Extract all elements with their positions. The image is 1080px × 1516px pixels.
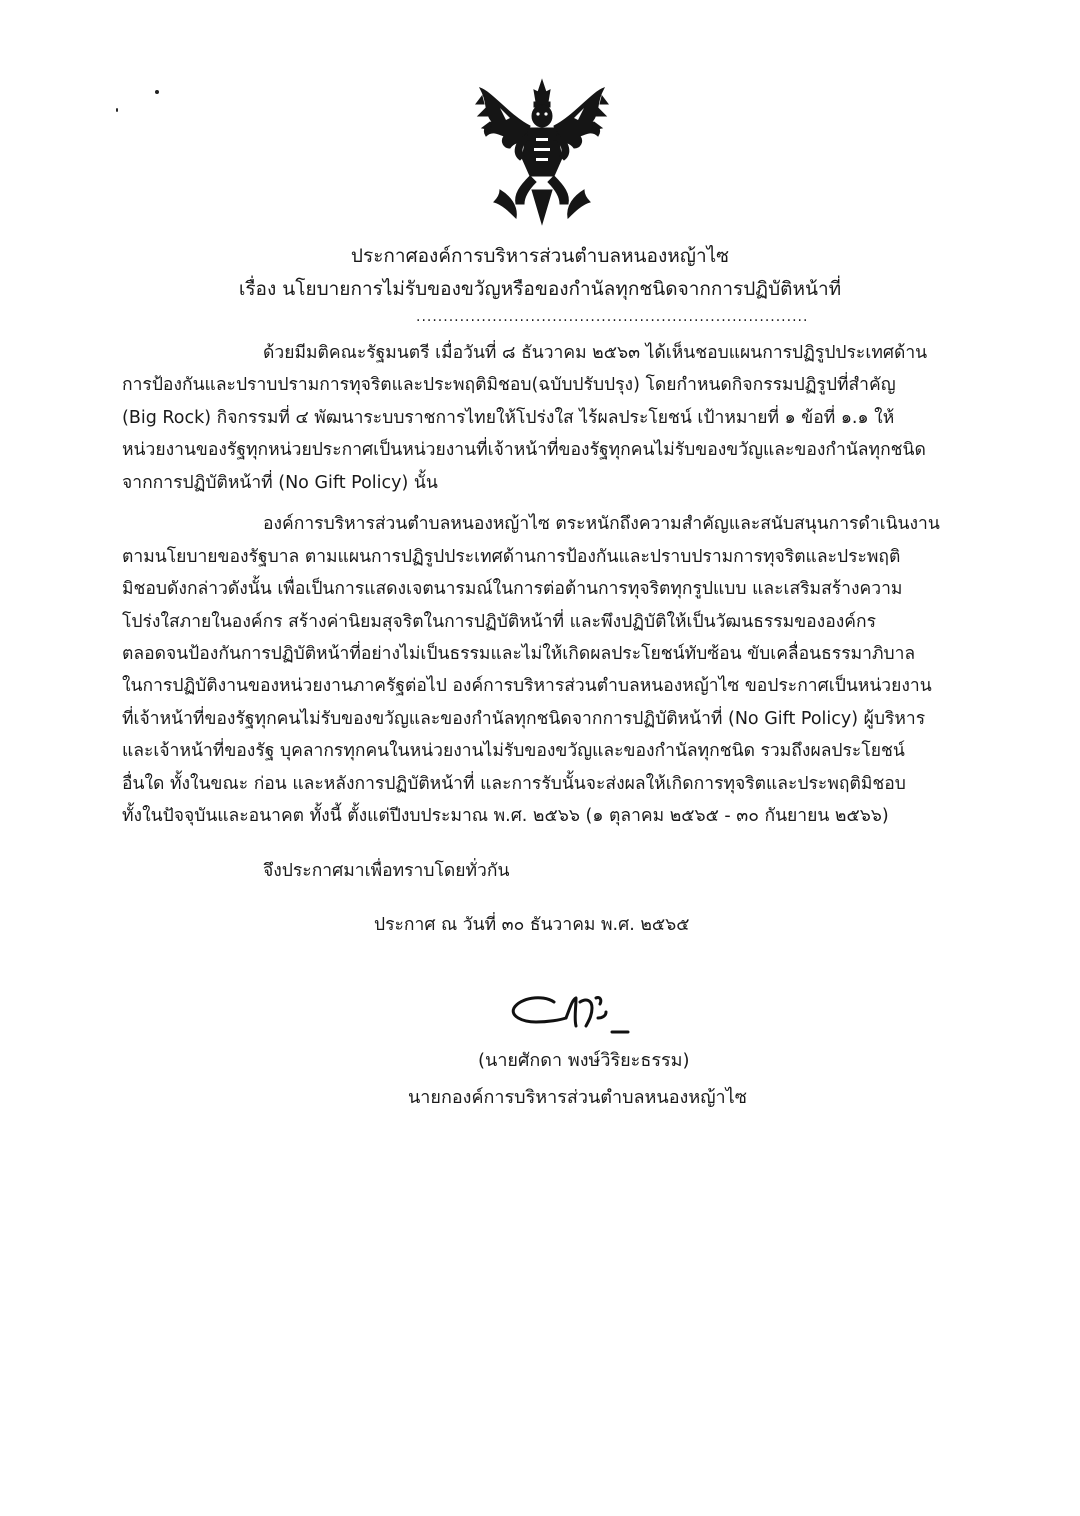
paragraph-line: จากการปฏิบัติหน้าที่ (No Gift Policy) นั้น [122, 473, 438, 493]
scan-speck [155, 90, 159, 94]
paragraph-line: อื่นใด ทั้งในขณะ ก่อน และหลังการปฏิบัติหน้าที่ และการรับนั้นจะส่งผลให้เกิดการทุจริตและประพฤติมิชอบ [122, 774, 906, 794]
scan-speck [116, 108, 118, 112]
paragraph-line: หน่วยงานของรัฐทุกหน่วยประกาศเป็นหน่วยงานที่เจ้าหน้าที่ของรัฐทุกคนไม่รับของขวัญและของกำนัลทุกชนิด [122, 440, 926, 460]
paragraph-line: มิชอบดังกล่าวดังนั้น เพื่อเป็นการแสดงเจตนารมณ์ในการต่อต้านการทุจริตทุกรูปแบบ และเสริมสร้างความ [122, 579, 903, 599]
closing-statement: จึงประกาศมาเพื่อทราบโดยทั่วกัน [263, 861, 510, 881]
paragraph-line: ด้วยมีมติคณะรัฐมนตรี เมื่อวันที่ ๘ ธันวาคม ๒๕๖๓ ได้เห็นชอบแผนการปฏิรูปประเทศด้าน [263, 343, 928, 363]
announcement-date: ประกาศ ณ วันที่ ๓๐ ธันวาคม พ.ศ. ๒๕๖๕ [374, 915, 690, 935]
paragraph-line: ในการปฏิบัติงานของหน่วยงานภาครัฐต่อไป องค์การบริหารส่วนตำบลหนองหญ้าไซ ขอประกาศเป็นหน่วยงาน [122, 676, 932, 696]
paragraph-line: ตลอดจนป้องกันการปฏิบัติหน้าที่อย่างไม่เป็นธรรมและไม่ให้เกิดผลประโยชน์ทับซ้อน ขับเคลื่อนธรรมาภิบาล [122, 644, 916, 664]
document-title: ประกาศองค์การบริหารส่วนตำบลหนองหญ้าไซ [350, 245, 730, 267]
garuda-emblem-icon [470, 78, 614, 228]
paragraph-line: ทั้งในปัจจุบันและอนาคต ทั้งนี้ ตั้งแต่ปีงบประมาณ พ.ศ. ๒๕๖๖ (๑ ตุลาคม ๒๕๖๕ - ๓๐ กันยายน ๒๕๖๖) [122, 806, 889, 826]
signatory-position: นายกองค์การบริหารส่วนตำบลหนองหญ้าไซ [408, 1087, 747, 1108]
paragraph-line: โปร่งใสภายในองค์กร สร้างค่านิยมสุจริตในการปฏิบัติหน้าที่ และพึงปฏิบัติให้เป็นวัฒนธรรมขององค์กร [122, 612, 876, 632]
document-subject: เรื่อง นโยบายการไม่รับของขวัญหรือของกำนัลทุกชนิดจากการปฏิบัติหน้าที่ [238, 278, 842, 300]
paragraph-line: (Big Rock) กิจกรรมที่ ๔ พัฒนาระบบราชการไทยให้โปร่งใส ไร้ผลประโยชน์ เป้าหมายที่ ๑ ข้อที่ ๑.๑ ให้ [122, 408, 895, 428]
paragraph-line: การป้องกันและปราบปรามการทุจริตและประพฤติมิชอบ(ฉบับปรับปรุง) โดยกำหนดกิจกรรมปฏิรูปที่สำคัญ [122, 375, 896, 395]
title-separator: ........................................................................ [416, 309, 809, 325]
paragraph-line: ที่เจ้าหน้าที่ของรัฐทุกคนไม่รับของขวัญและของกำนัลทุกชนิดจากการปฏิบัติหน้าที่ (No Gift Policy) ผู้บริหาร [122, 709, 926, 729]
signatory-name: (นายศักดา พงษ์วิริยะธรรม) [478, 1050, 690, 1071]
paragraph-line: และเจ้าหน้าที่ของรัฐ บุคลากรทุกคนในหน่วยงานไม่รับของขวัญและของกำนัลทุกชนิด รวมถึงผลประโยชน์ [122, 741, 905, 761]
handwritten-signature [502, 988, 642, 1044]
paragraph-line: ตามนโยบายของรัฐบาล ตามแผนการปฏิรูปประเทศด้านการป้องกันและปราบปรามการทุจริตและประพฤติ [122, 547, 901, 567]
paragraph-line: องค์การบริหารส่วนตำบลหนองหญ้าไซ ตระหนักถึงความสำคัญและสนับสนุนการดำเนินงาน [263, 514, 940, 534]
